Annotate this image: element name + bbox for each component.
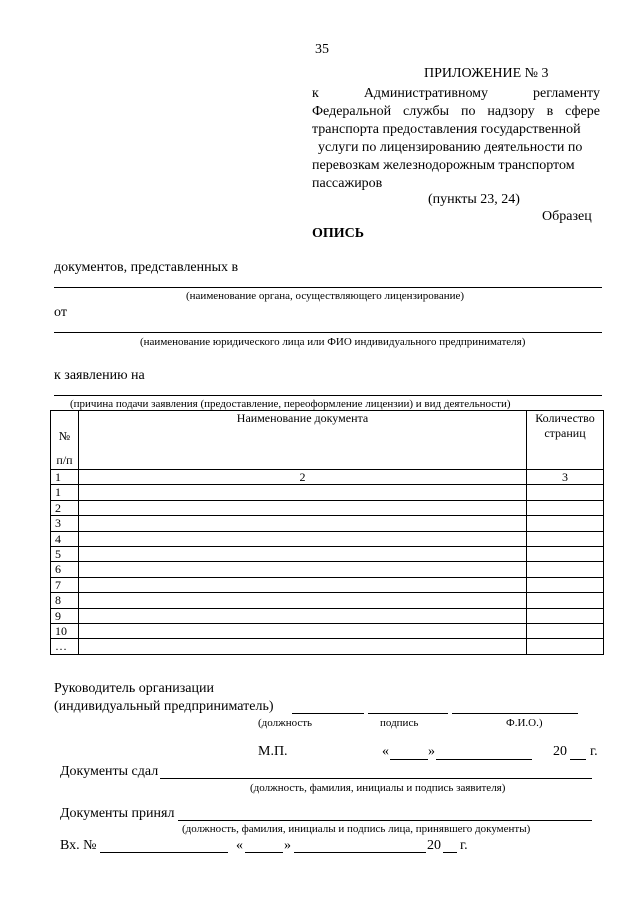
date-day-line[interactable]	[390, 759, 428, 760]
incoming-month-line[interactable]	[294, 852, 426, 853]
appendix-line-2	[312, 104, 600, 120]
appendix-word: регламенту	[533, 86, 600, 101]
row-number: 6	[51, 562, 79, 577]
row-document-cell[interactable]	[79, 577, 527, 592]
date-open-quote: «	[382, 744, 389, 759]
row-document-cell[interactable]	[79, 500, 527, 515]
col-pages-index: 3	[527, 470, 604, 485]
document-heading: ОПИСЬ	[312, 226, 365, 241]
appendix-word: Федеральной	[312, 104, 392, 119]
row-number: 1	[51, 485, 79, 500]
appendix-word: надзору	[487, 104, 535, 119]
appendix-points: (пункты 23, 24)	[428, 192, 520, 207]
incoming-year-suffix: г.	[460, 838, 468, 853]
org-line[interactable]	[54, 287, 602, 288]
row-number: …	[51, 639, 79, 654]
date-close-quote: »	[428, 744, 435, 759]
appendix-line-3: транспорта предоставления государственной	[312, 122, 581, 137]
accepted-label: Документы принял	[60, 806, 175, 821]
name-line[interactable]	[452, 713, 578, 714]
table-row	[51, 623, 604, 638]
incoming-date-close-quote: »	[284, 838, 291, 853]
table-header-row	[51, 411, 604, 470]
appendix-line-1	[312, 86, 600, 102]
row-number: 4	[51, 531, 79, 546]
reason-line[interactable]	[54, 395, 602, 396]
table-row	[51, 608, 604, 623]
row-number: 8	[51, 593, 79, 608]
row-pages-cell[interactable]	[527, 639, 604, 654]
row-pages-cell[interactable]	[527, 593, 604, 608]
table-row	[51, 485, 604, 500]
row-pages-cell[interactable]	[527, 531, 604, 546]
row-pages-cell[interactable]	[527, 485, 604, 500]
row-document-cell[interactable]	[79, 485, 527, 500]
page-number: 35	[315, 42, 329, 57]
inventory-table	[50, 410, 604, 655]
table-row	[51, 531, 604, 546]
row-pages-cell[interactable]	[527, 608, 604, 623]
appendix-line-5: перевозкам железнодорожным транспортом	[312, 158, 575, 173]
row-document-cell[interactable]	[79, 546, 527, 561]
row-document-cell[interactable]	[79, 639, 527, 654]
appendix-word: службы	[403, 104, 450, 119]
row-document-cell[interactable]	[79, 516, 527, 531]
to-application-label: к заявлению на	[54, 368, 145, 383]
appendix-word: сфере	[565, 104, 600, 119]
position-caption: (должность	[258, 717, 313, 729]
appendix-line-4: услуги по лицензированию деятельности по	[318, 140, 583, 155]
date-year: 20	[553, 744, 567, 759]
name-caption: Ф.И.О.)	[506, 717, 543, 729]
row-number: 10	[51, 623, 79, 638]
table-row	[51, 516, 604, 531]
reason-caption: (причина подачи заявления (предоставление, переоформление лицензии) и вид деятельности)	[70, 398, 511, 410]
table-row	[51, 562, 604, 577]
col-pages-header: Количество страниц	[527, 411, 604, 470]
incoming-day-line[interactable]	[245, 852, 283, 853]
sample-label: Образец	[542, 209, 592, 224]
row-pages-cell[interactable]	[527, 562, 604, 577]
table-row	[51, 639, 604, 654]
incoming-year: 20	[427, 838, 441, 853]
appendix-line-6: пассажиров	[312, 176, 383, 191]
applicant-caption: (наименование юридического лица или ФИО индивидуального предпринимателя)	[140, 336, 526, 348]
row-pages-cell[interactable]	[527, 516, 604, 531]
docs-label: документов, представленных в	[54, 260, 239, 275]
table-row	[51, 546, 604, 561]
row-number: 9	[51, 608, 79, 623]
appendix-word: к	[312, 86, 319, 101]
incoming-year-line[interactable]	[443, 852, 457, 853]
submitted-line[interactable]	[160, 778, 592, 779]
col-document-header: Наименование документа	[79, 411, 527, 470]
row-document-cell[interactable]	[79, 531, 527, 546]
row-pages-cell[interactable]	[527, 577, 604, 592]
row-document-cell[interactable]	[79, 562, 527, 577]
date-year-line[interactable]	[570, 759, 586, 760]
col-number-index: 1	[51, 470, 79, 485]
incoming-date-open-quote: «	[236, 838, 243, 853]
from-label: от	[54, 305, 67, 320]
appendix-word: по	[460, 104, 476, 119]
row-number: 3	[51, 516, 79, 531]
table-column-numbers-row	[51, 470, 604, 485]
signature-caption: подпись	[380, 717, 419, 729]
table-row	[51, 577, 604, 592]
row-document-cell[interactable]	[79, 593, 527, 608]
appendix-word: в	[546, 104, 554, 119]
submitted-caption: (должность, фамилия, инициалы и подпись заявителя)	[250, 782, 506, 794]
date-month-line[interactable]	[436, 759, 532, 760]
row-number: 7	[51, 577, 79, 592]
incoming-label: Вх. №	[60, 838, 97, 853]
row-document-cell[interactable]	[79, 608, 527, 623]
position-line[interactable]	[292, 713, 364, 714]
appendix-word: Административному	[363, 86, 489, 101]
row-number: 5	[51, 546, 79, 561]
col-number-header	[51, 411, 79, 470]
accepted-line[interactable]	[178, 820, 592, 821]
row-pages-cell[interactable]	[527, 500, 604, 515]
row-document-cell[interactable]	[79, 623, 527, 638]
stamp-label: М.П.	[258, 744, 288, 759]
appendix-title: ПРИЛОЖЕНИЕ № 3	[424, 66, 549, 81]
accepted-caption: (должность, фамилия, инициалы и подпись лица, принявшего документы)	[182, 823, 531, 835]
col-number-header-top: №	[58, 429, 71, 443]
submitted-label: Документы сдал	[60, 764, 159, 779]
applicant-line[interactable]	[54, 332, 602, 333]
date-year-suffix: г.	[590, 744, 598, 759]
org-caption: (наименование органа, осуществляющего лицензирование)	[186, 290, 465, 302]
entrepreneur-label: (индивидуальный предприниматель)	[54, 699, 274, 714]
row-pages-cell[interactable]	[527, 623, 604, 638]
col-number-header-bottom: п/п	[56, 453, 73, 467]
incoming-number-line[interactable]	[100, 852, 228, 853]
head-label: Руководитель организации	[54, 681, 214, 696]
table-row	[51, 593, 604, 608]
table-row	[51, 500, 604, 515]
signature-line[interactable]	[368, 713, 448, 714]
row-pages-cell[interactable]	[527, 546, 604, 561]
col-document-index: 2	[79, 470, 527, 485]
row-number: 2	[51, 500, 79, 515]
